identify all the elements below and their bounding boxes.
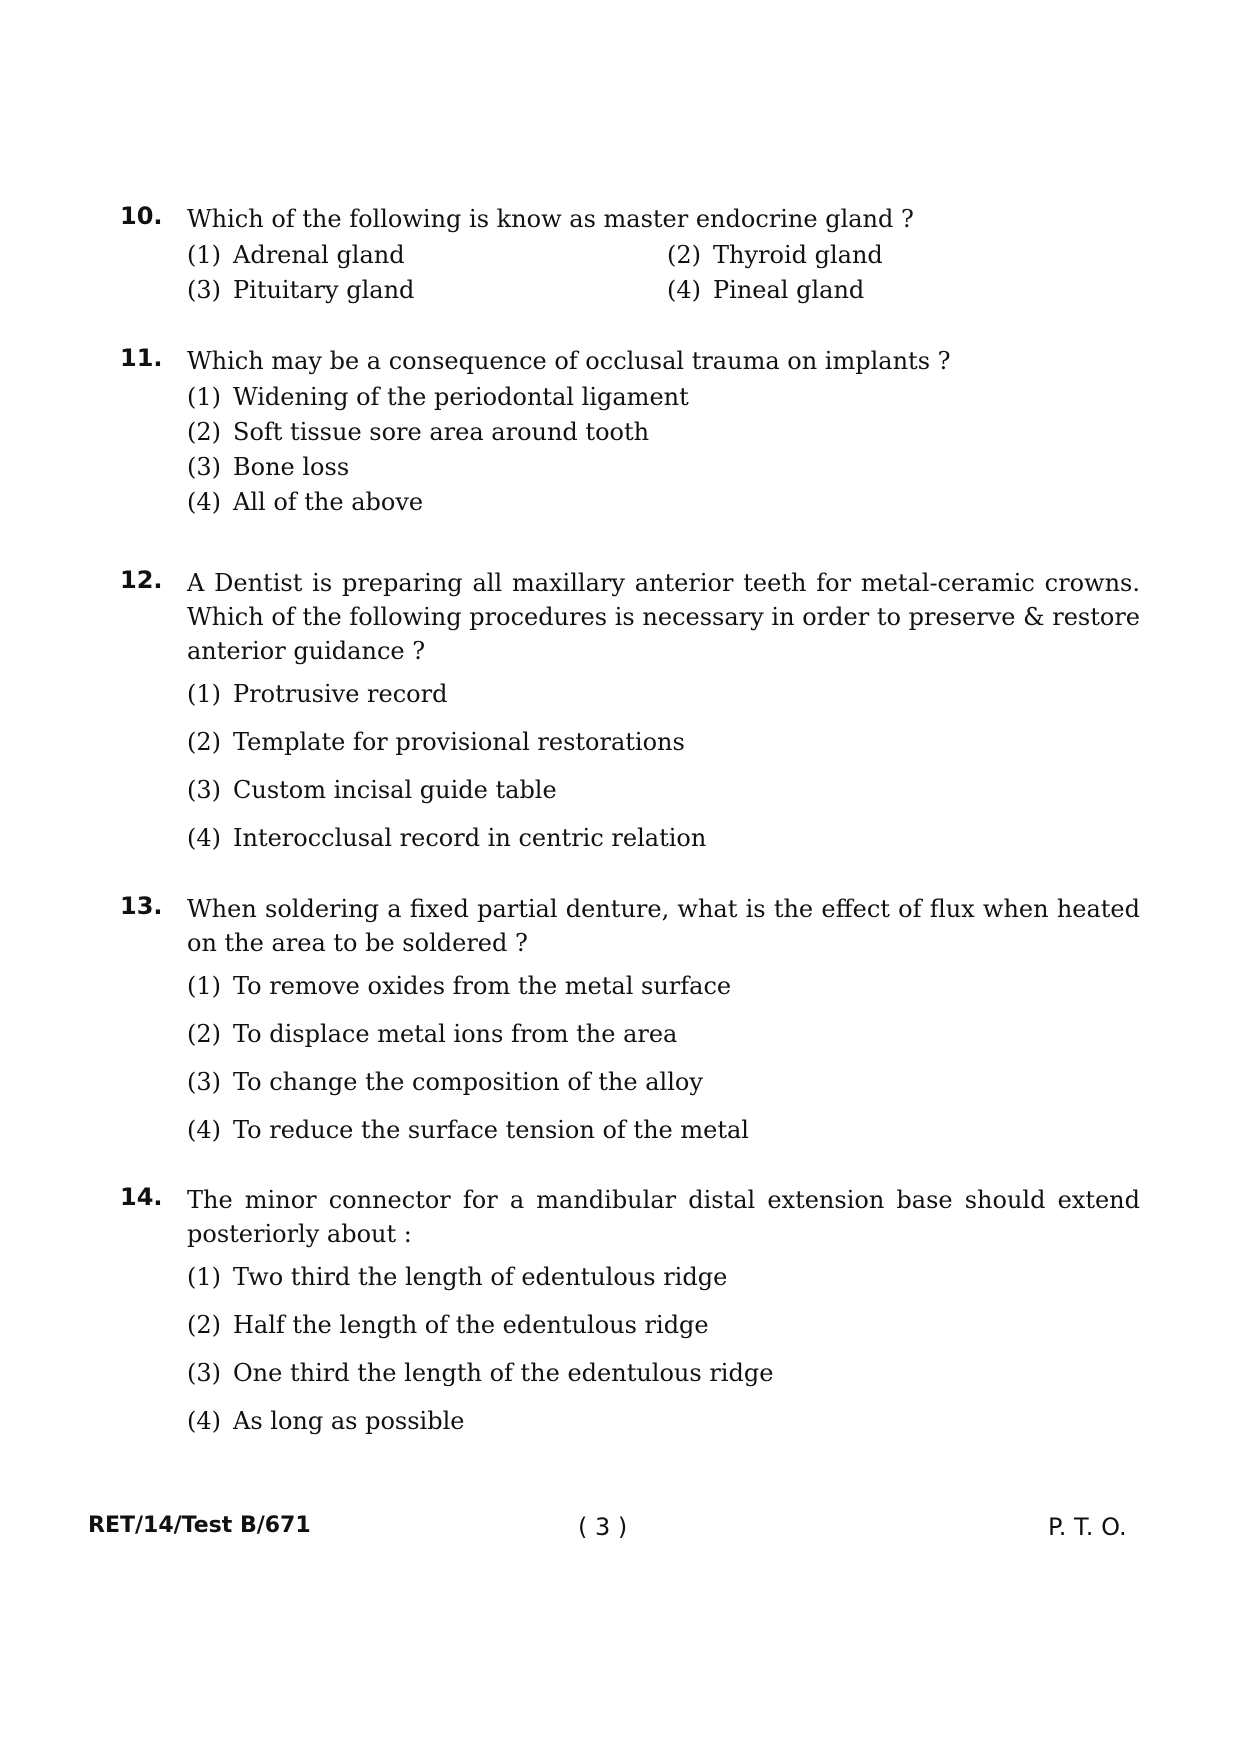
question-number: 12.	[120, 566, 163, 594]
option-text: Two third the length of edentulous ridge	[233, 1263, 728, 1291]
option-text: As long as possible	[233, 1407, 465, 1435]
question-text: The minor connector for a mandibular distal extension base should extend posteriorly about :	[187, 1186, 1140, 1248]
paper-code: RET/14/Test B/671	[88, 1513, 311, 1538]
option-number: (2)	[187, 1020, 221, 1048]
question-number: 13.	[120, 892, 163, 920]
option	[187, 1301, 1140, 1349]
option-number: (3)	[187, 1359, 221, 1387]
question-number: 11.	[120, 344, 163, 372]
option-text: Adrenal gland	[233, 241, 405, 269]
question-14	[110, 1183, 1140, 1445]
option-text: Interocclusal record in centric relation	[233, 824, 707, 852]
option-text: One third the length of the edentulous ridge	[233, 1359, 774, 1387]
option-number: (1)	[187, 972, 221, 1000]
option	[187, 1253, 1140, 1301]
question-text: When soldering a fixed partial denture, what is the effect of flux when heated on the area to be soldered ?	[187, 895, 1140, 957]
option	[187, 415, 1140, 450]
options	[187, 962, 1140, 1154]
option-text: Thyroid gland	[713, 241, 883, 269]
question-text: Which may be a consequence of occlusal trauma on implants ?	[187, 347, 951, 375]
option-number: (2)	[187, 728, 221, 756]
option-number: (3)	[187, 776, 221, 804]
question-number: 10.	[120, 202, 163, 230]
option-text: Custom incisal guide table	[233, 776, 557, 804]
option-number: (4)	[187, 824, 221, 852]
option-text: To remove oxides from the metal surface	[233, 972, 732, 1000]
option-number: (4)	[667, 276, 701, 304]
option-number: (4)	[187, 1407, 221, 1435]
option	[187, 485, 1140, 520]
option-text: Half the length of the edentulous ridge	[233, 1311, 709, 1339]
option	[187, 1397, 1140, 1445]
options	[187, 1253, 1140, 1445]
option	[187, 766, 1140, 814]
option-number: (1)	[187, 241, 221, 269]
option	[667, 273, 1067, 308]
option-number: (2)	[667, 241, 701, 269]
option	[187, 450, 1140, 485]
option	[187, 1349, 1140, 1397]
options	[187, 380, 1140, 520]
option	[187, 238, 667, 273]
option-text: Bone loss	[233, 453, 350, 481]
page-number: ( 3 )	[578, 1513, 628, 1541]
option	[187, 670, 1140, 718]
option-text: Protrusive record	[233, 680, 448, 708]
option-text: To reduce the surface tension of the metal	[233, 1116, 749, 1144]
option	[187, 1058, 1140, 1106]
option-text: To displace metal ions from the area	[233, 1020, 678, 1048]
question-12	[110, 566, 1140, 862]
option	[187, 1010, 1140, 1058]
question-11	[110, 344, 1140, 520]
option-text: Pineal gland	[713, 276, 865, 304]
question-number: 14.	[120, 1183, 163, 1211]
please-turn-over: P. T. O.	[1048, 1513, 1127, 1541]
option	[187, 718, 1140, 766]
question-10	[110, 202, 1140, 308]
option	[187, 962, 1140, 1010]
option-number: (3)	[187, 1068, 221, 1096]
option-number: (3)	[187, 276, 221, 304]
option-text: Widening of the periodontal ligament	[233, 383, 689, 411]
question-13	[110, 892, 1140, 1154]
option	[187, 1106, 1140, 1154]
option-text: Pituitary gland	[233, 276, 415, 304]
option-text: Soft tissue sore area around tooth	[233, 418, 650, 446]
option	[187, 273, 667, 308]
question-text: A Dentist is preparing all maxillary anterior teeth for metal-ceramic crowns. Which of the following procedures is necessary in order to preserve & restore anterior guidance ?	[187, 569, 1140, 665]
option-number: (2)	[187, 418, 221, 446]
option	[187, 814, 1140, 862]
option	[187, 380, 1140, 415]
options	[187, 670, 1140, 862]
question-text: Which of the following is know as master endocrine gland ?	[187, 205, 914, 233]
option-number: (4)	[187, 1116, 221, 1144]
options	[187, 238, 1140, 308]
option-text: All of the above	[233, 488, 424, 516]
option-text: Template for provisional restorations	[233, 728, 685, 756]
option-number: (1)	[187, 383, 221, 411]
option-number: (1)	[187, 680, 221, 708]
option-number: (2)	[187, 1311, 221, 1339]
option-text: To change the composition of the alloy	[233, 1068, 703, 1096]
option-number: (4)	[187, 488, 221, 516]
option	[667, 238, 1067, 273]
option-number: (1)	[187, 1263, 221, 1291]
option-number: (3)	[187, 453, 221, 481]
